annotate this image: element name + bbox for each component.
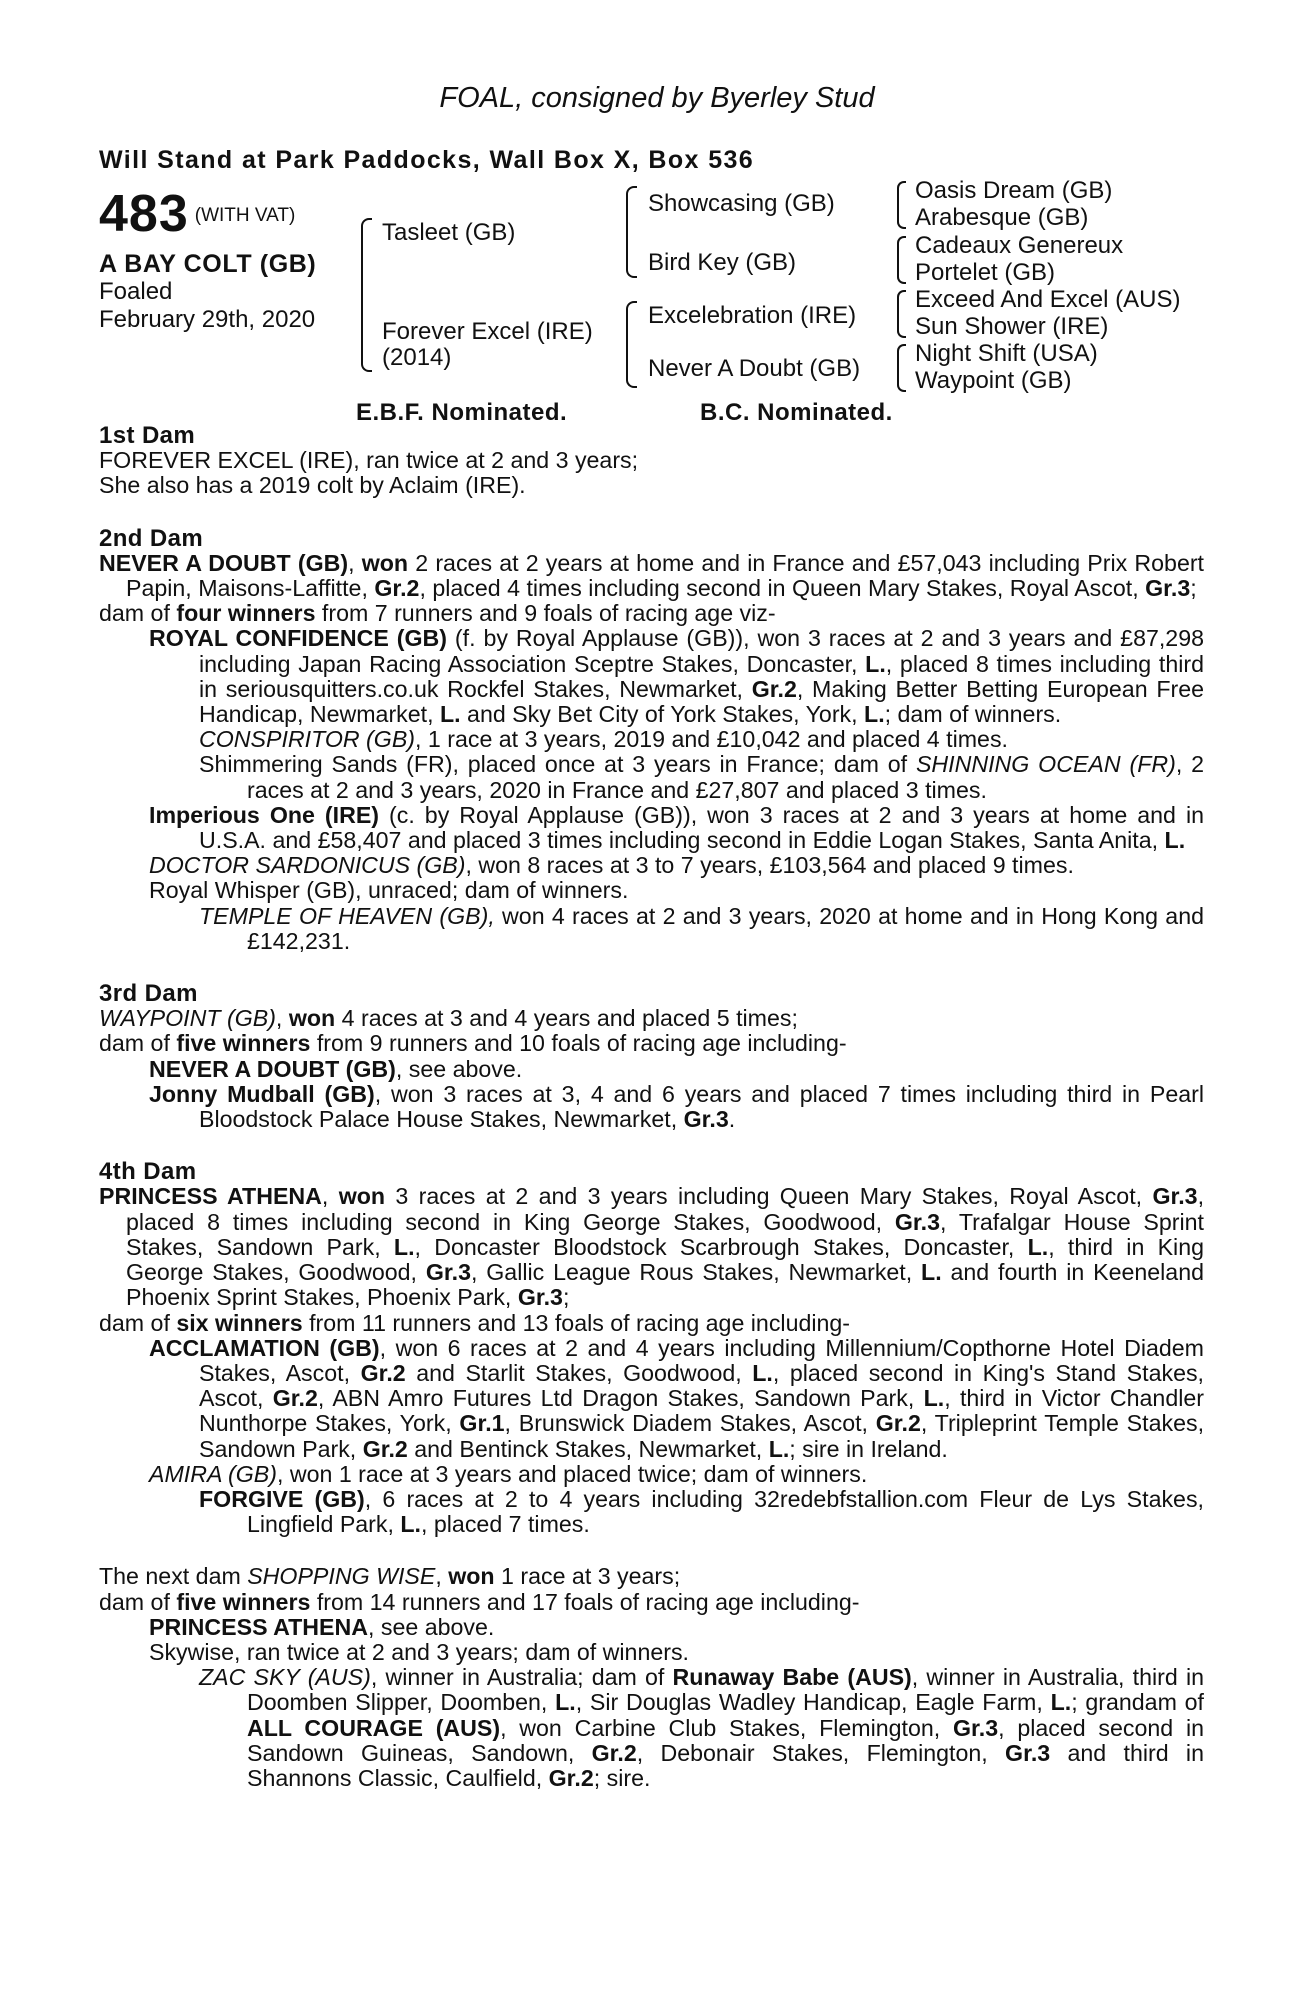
produce-forgive: FORGIVE (GB), 6 races at 2 to 4 years including 32redebfstallion.com Fleur de Lys Stakes, Lingfield Park, L., placed 7 times. (199, 1485, 1204, 1538)
first-dam-line-1: FOREVER EXCEL (IRE), ran twice at 2 and 3 years; (99, 447, 639, 474)
pedigree-g8: Waypoint (GB) (915, 367, 1072, 394)
produce-never-a-doubt: NEVER A DOUBT (GB), see above. (149, 1055, 523, 1082)
second-dam-record: NEVER A DOUBT (GB), won 2 races at 2 years at home and in France and £57,043 including Prix Robert Papin, Maisons-Laffitte, Gr.2, placed 4 times including second in Queen Mary Stakes, Royal Ascot, Gr.3; (99, 549, 1205, 602)
first-dam-heading: 1st Dam (99, 422, 196, 449)
family-details (99, 423, 1204, 1791)
third-dam-heading: 3rd Dam (99, 980, 198, 1008)
fourth-dam-heading: 4th Dam (99, 1158, 197, 1186)
pedigree-g7: Night Shift (USA) (915, 340, 1098, 367)
grand-brace-3 (897, 290, 906, 338)
pedigree-sire-dam: Bird Key (GB) (648, 249, 797, 276)
foaled-date: February 29th, 2020 (99, 306, 316, 333)
pedigree-dam: Forever Excel (IRE) (382, 318, 593, 345)
pedigree-g3: Cadeaux Genereux (915, 232, 1124, 259)
pedigree-g2: Arabesque (GB) (915, 204, 1089, 231)
pedigree-sire-sire: Showcasing (GB) (648, 190, 835, 217)
lot-number-block (99, 184, 295, 244)
produce-princess-athena: PRINCESS ATHENA, see above. (149, 1613, 495, 1640)
second-dam-heading: 2nd Dam (99, 524, 204, 552)
sire-line-brace (626, 186, 637, 278)
second-dam-name: NEVER A DOUBT (GB) (99, 549, 349, 576)
lot-number: 483 (99, 185, 189, 243)
second-dam-produce-summary: dam of four winners from 7 runners and 9 foals of racing age viz- (99, 600, 776, 627)
fourth-dam-produce-summary: dam of six winners from 11 runners and 13 foals of racing age including- (99, 1309, 851, 1336)
produce-zac-sky: ZAC SKY (AUS), winner in Australia; dam of Runaway Babe (AUS), winner in Australia, third in Doomben Slipper, Doomben, L., Sir Douglas Wadley Handicap, Eagle Farm, L.; grandam of ALL COURAGE (AUS), won Carbine Club Stakes, Flemington, Gr.3, placed second in Sandown Guineas, Sandown, Gr.2, Debonair Stakes, Flemington, Gr.3 and third in Shannons Classic, Caulfield, Gr.2; sire. (199, 1664, 1205, 1791)
pedigree-g6: Sun Shower (IRE) (915, 313, 1109, 340)
pedigree-g4: Portelet (GB) (915, 259, 1056, 286)
produce-shimmering-sands: Shimmering Sands (FR), placed once at 3 years in France; dam of SHINNING OCEAN (FR), 2 races at 2 and 3 years, 2020 in France and £27,807 and placed 3 times. (199, 751, 1205, 803)
produce-royal-confidence: ROYAL CONFIDENCE (GB) (f. by Royal Applause (GB)), won 3 races at 2 and 3 years and £87,298 including Japan Racing Association Sceptre Stakes, Doncaster, L., placed 8 times including third in seriousquitters.co.uk Rockfel Stakes, Newmarket, Gr.2, Making Better Betting European Free Handicap, Newmarket, L. and Sky Bet City of York Stakes, York, L.; dam of winners. (149, 625, 1204, 728)
horse-title: A BAY COLT (GB) (99, 250, 317, 278)
grand-brace-2 (897, 236, 906, 284)
produce-jonny-mudball: Jonny Mudball (GB), won 3 races at 3, 4 and 6 years and placed 7 times including third in Pearl Bloodstock Palace House Stakes, Newmarket, Gr.3. (149, 1080, 1204, 1133)
pedigree-dam-year: (2014) (382, 344, 452, 371)
pedigree-g1: Oasis Dream (GB) (915, 177, 1113, 204)
ebf-nomination: E.B.F. Nominated. (356, 399, 568, 426)
produce-temple-of-heaven: TEMPLE OF HEAVEN (GB), won 4 races at 2 and 3 years, 2020 at home and in Hong Kong and £142,231. (199, 902, 1204, 954)
sire-dam-brace (361, 218, 372, 372)
produce-acclamation: ACCLAMATION (GB), won 6 races at 2 and 4 years including Millennium/Copthorne Hotel Diadem Stakes, Ascot, Gr.2 and Starlit Stakes, Goodwood, L., placed second in King's Stand Stakes, Ascot, Gr.2, ABN Amro Futures Ltd Dragon Stakes, Sandown Park, L., third in Victor Chandler Nunthorpe Stakes, York, Gr.1, Brunswick Diadem Stakes, Ascot, Gr.2, Tripleprint Temple Stakes, Sandown Park, Gr.2 and Bentinck Stakes, Newmarket, L.; sire in Ireland. (149, 1334, 1205, 1462)
third-dam-record: WAYPOINT (GB), won 4 races at 3 and 4 years and placed 5 times; (99, 1005, 798, 1032)
bc-nomination: B.C. Nominated. (700, 399, 893, 426)
produce-doctor-sardonicus: DOCTOR SARDONICUS (GB), won 8 races at 3 to 7 years, £103,564 and placed 9 times. (149, 852, 1074, 879)
produce-amira: AMIRA (GB), won 1 race at 3 years and placed twice; dam of winners. (149, 1460, 868, 1487)
pedigree-g5: Exceed And Excel (AUS) (915, 286, 1181, 313)
produce-royal-whisper: Royal Whisper (GB), unraced; dam of winners. (149, 877, 629, 904)
vat-note: (WITH VAT) (194, 205, 296, 226)
pedigree-dam-dam: Never A Doubt (GB) (648, 355, 861, 382)
next-dam-record: The next dam SHOPPING WISE, won 1 race at 3 years; (99, 1563, 681, 1590)
stand-location: Will Stand at Park Paddocks, Wall Box X, Box 536 (99, 146, 755, 174)
dam-line-brace (626, 301, 637, 388)
grand-brace-4 (897, 344, 906, 392)
consignment-header: FOAL, consigned by Byerley Stud (439, 82, 875, 114)
pedigree-dam-sire: Excelebration (IRE) (648, 302, 857, 329)
third-dam-produce-summary: dam of five winners from 9 runners and 10 foals of racing age including- (99, 1030, 847, 1057)
produce-skywise: Skywise, ran twice at 2 and 3 years; dam of winners. (149, 1638, 689, 1665)
grand-brace-1 (897, 181, 906, 229)
fourth-dam-record: PRINCESS ATHENA, won 3 races at 2 and 3 years including Queen Mary Stakes, Royal Ascot, Gr.3, placed 8 times including second in King George Stakes, Goodwood, Gr.3, Trafalgar House Sprint Stakes, Sandown Park, L., Doncaster Bloodstock Scarbrough Stakes, Doncaster, L., third in King George Stakes, Goodwood, Gr.3, Gallic League Rous Stakes, Newmarket, L. and fourth in Keeneland Phoenix Sprint Stakes, Phoenix Park, Gr.3; (99, 1183, 1205, 1311)
next-dam-produce-summary: dam of five winners from 14 runners and 17 foals of racing age including- (99, 1588, 860, 1615)
first-dam-line-2: She also has a 2019 colt by Aclaim (IRE). (99, 472, 526, 499)
produce-imperious-one: Imperious One (IRE) (c. by Royal Applause (GB)), won 3 races at 2 and 3 years at home and in U.S.A. and £58,407 and placed 3 times including second in Eddie Logan Stakes, Santa Anita, L. (149, 801, 1204, 854)
pedigree-sire: Tasleet (GB) (382, 219, 516, 246)
foaled-label: Foaled (99, 278, 173, 305)
produce-conspiritor: CONSPIRITOR (GB), 1 race at 3 years, 2019 and £10,042 and placed 4 times. (199, 726, 1008, 753)
